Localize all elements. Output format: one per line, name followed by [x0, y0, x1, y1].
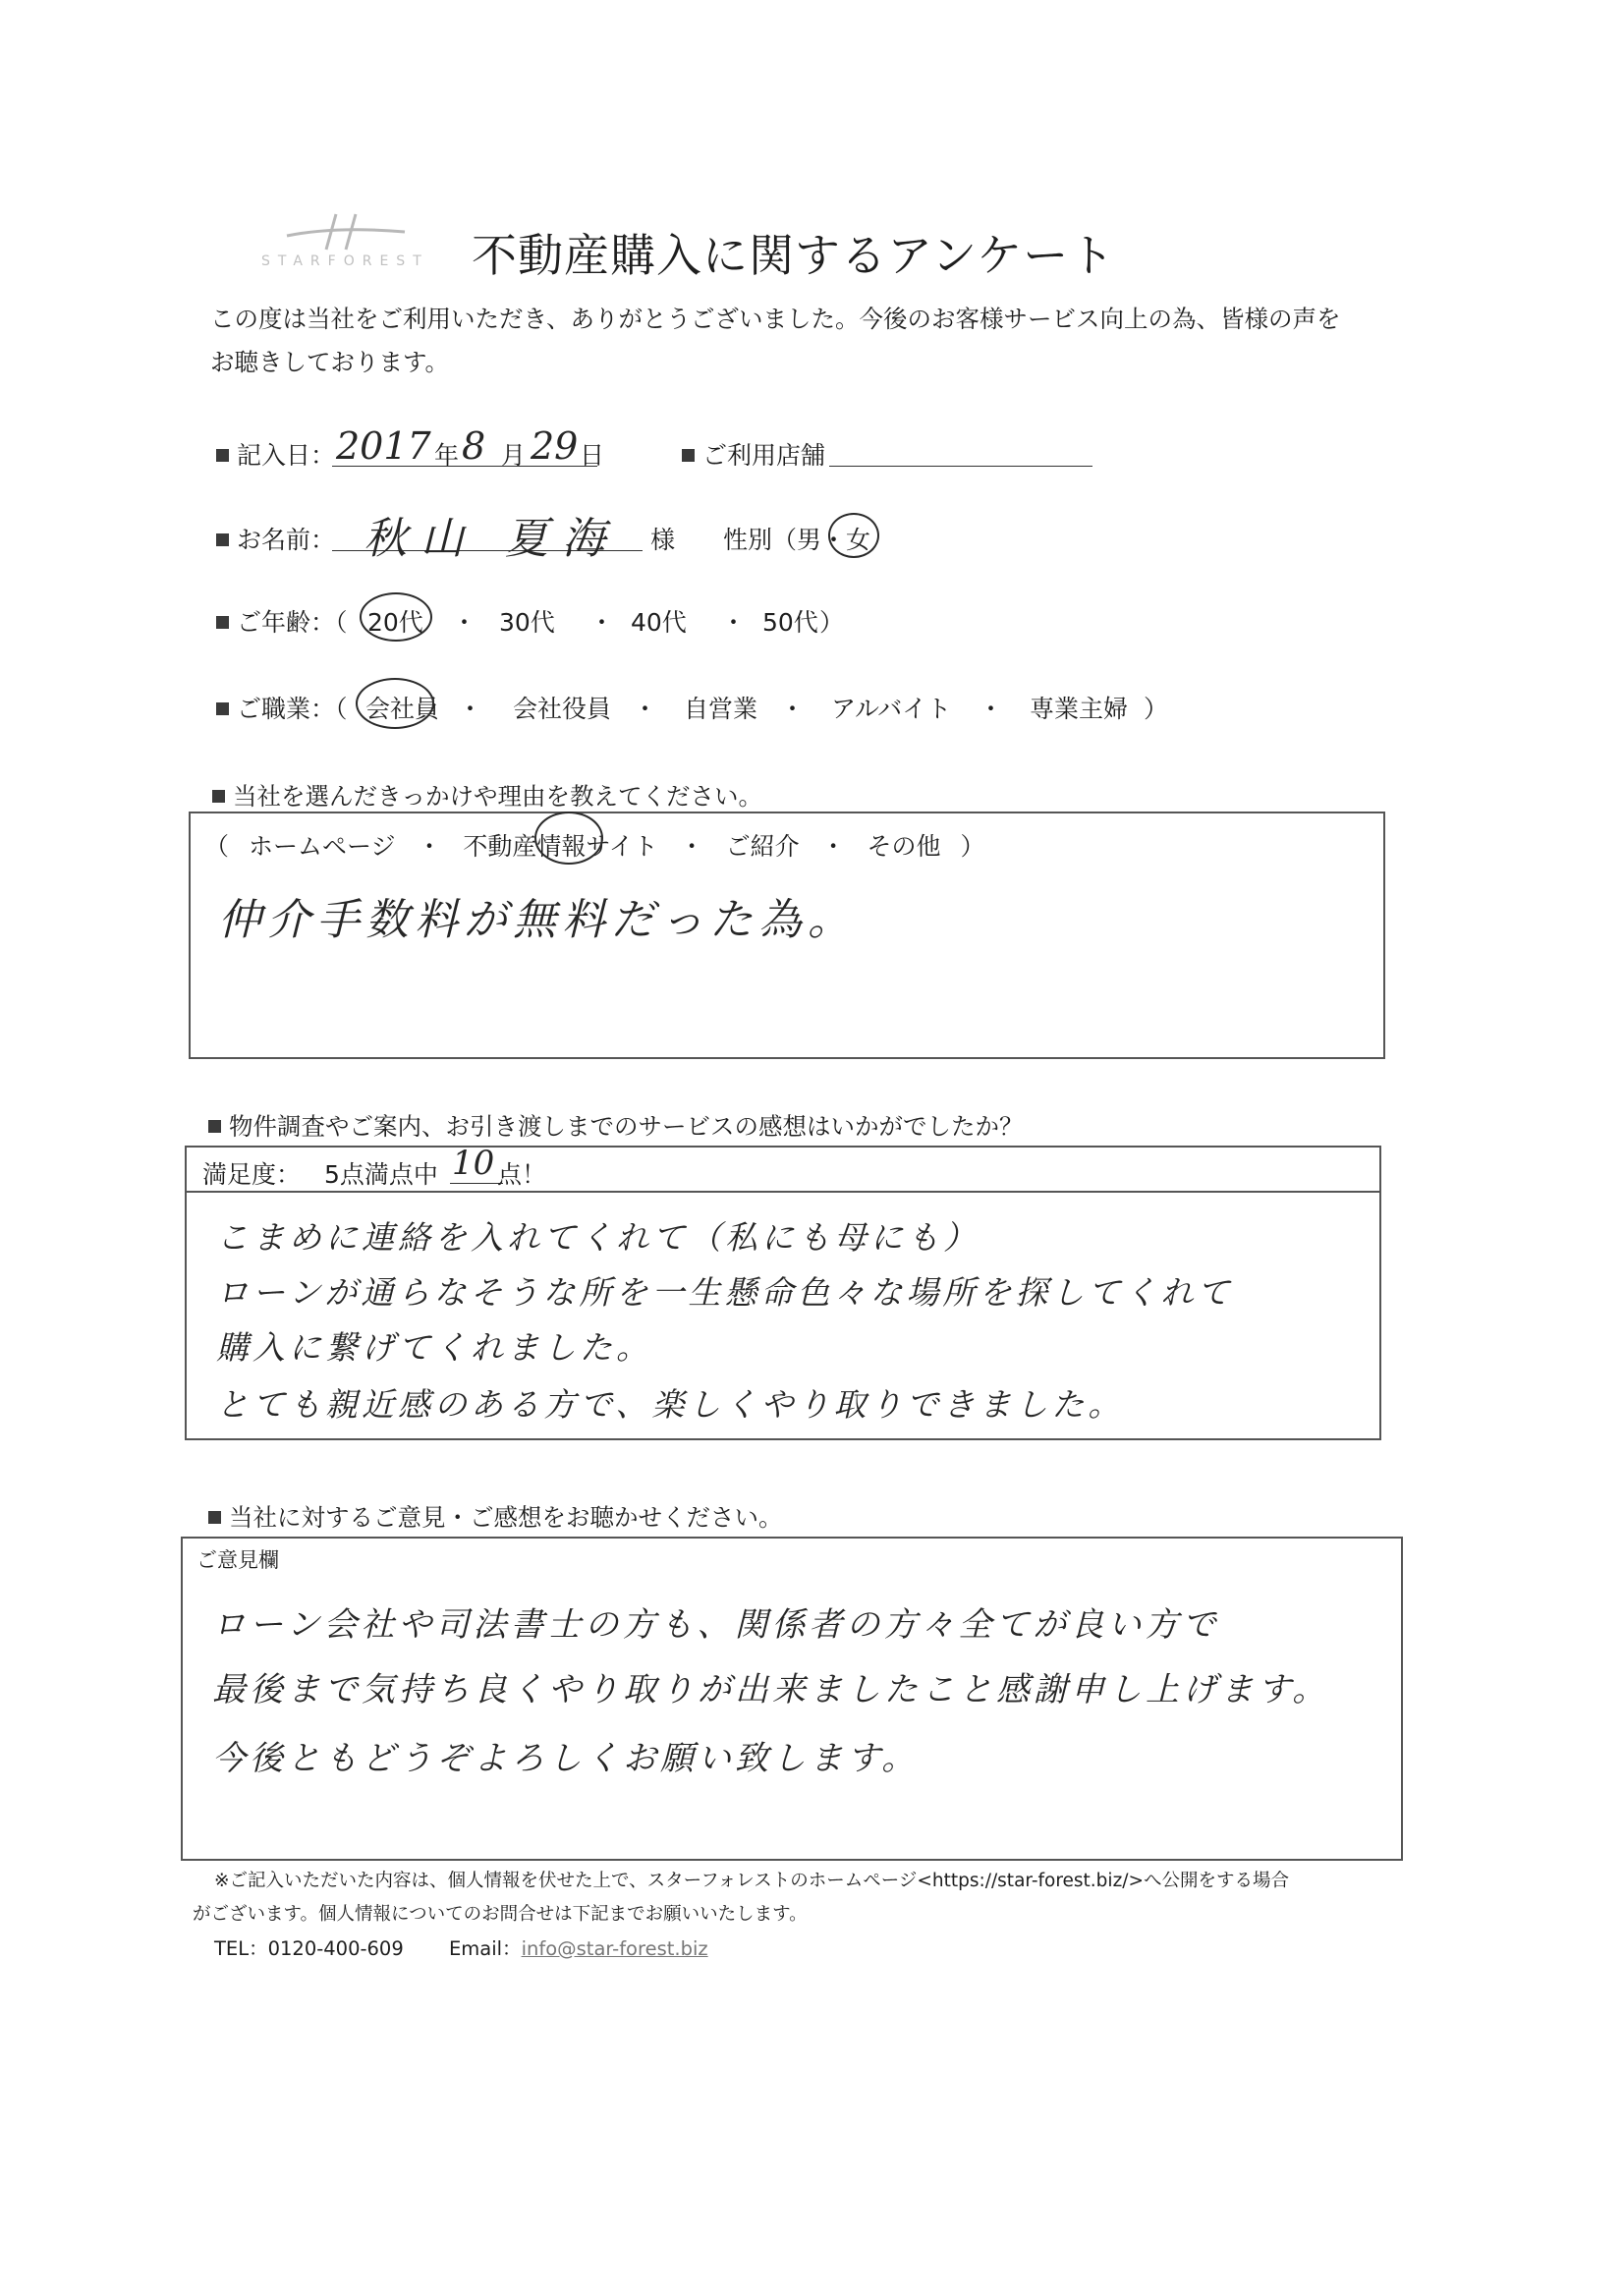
satisfaction-label: 満足度：: [202, 1160, 302, 1189]
age-dot-3: ・: [721, 608, 747, 637]
bullet-square: [216, 449, 229, 462]
section3-answer-line-2: 最後まで気持ち良くやり取りが出来ましたこと感謝申し上げます。: [212, 1670, 1330, 1709]
section3-answer-line-1: ローン会社や司法書士の方も、関係者の方々全てが良い方で: [212, 1605, 1220, 1645]
age-dot-2: ・: [589, 608, 615, 637]
year-unit: 年: [434, 441, 460, 470]
logo-mark: [257, 206, 424, 253]
section2-answer-line-3: 購入に繋げてくれました。: [216, 1328, 652, 1367]
store-label: ご利用店舗: [702, 441, 826, 470]
satisfaction-value[interactable]: 10: [452, 1144, 495, 1183]
name-value[interactable]: 秋山 夏海: [364, 514, 619, 564]
gender-separator: ・: [821, 526, 847, 554]
bullet-square: [208, 1120, 221, 1133]
job-employee-circle: [356, 678, 434, 729]
date-day[interactable]: 29: [531, 424, 579, 468]
job-dot-1: ・: [458, 695, 483, 723]
age-close: ）: [819, 608, 845, 637]
section2-heading-text: 物件調査やご案内、お引き渡しまでのサービスの感想はいかがでしたか？: [229, 1112, 1024, 1141]
intro-line-1: この度は当社をご利用いただき、ありがとうございました。今後のお客様サービス向上の為、皆様の声を: [210, 305, 1341, 333]
tel-label: TEL：: [214, 1937, 268, 1960]
section1-close: ）: [960, 832, 985, 861]
bullet-square: [212, 790, 225, 803]
date-row: [216, 436, 335, 472]
age-dot-1: ・: [452, 608, 477, 637]
job-label: ご職業：（: [237, 695, 348, 723]
date-month[interactable]: 8: [462, 424, 486, 468]
section1-heading: [212, 778, 762, 812]
bullet-square: [208, 1511, 221, 1524]
reason-info-circle: [534, 812, 603, 865]
store-input[interactable]: [829, 466, 1092, 467]
satisfaction-prefix: 5点満点中: [324, 1160, 438, 1189]
email-link[interactable]: info@star-forest.biz: [521, 1937, 708, 1960]
reason-dot-3: ・: [820, 832, 846, 861]
section3-heading-text: 当社に対するご意見・ご感想をお聴かせください。: [229, 1503, 783, 1532]
month-unit: 月: [501, 441, 527, 470]
section3-answer-line-3: 今後ともどうぞよろしくお願い致します。: [212, 1739, 920, 1778]
age-option-20[interactable]: 20代: [367, 608, 423, 637]
section1-answer[interactable]: 仲介手数料が無料だった為。: [218, 895, 857, 945]
bullet-square: [682, 449, 695, 462]
job-close: ）: [1144, 695, 1169, 723]
gender-female[interactable]: 女: [846, 526, 871, 554]
bullet-square: [216, 533, 229, 546]
name-suffix: 様: [650, 526, 676, 554]
reason-dot-2: ・: [679, 832, 704, 861]
job-option-part-time[interactable]: アルバイト: [831, 695, 952, 723]
intro-line-2: お聴きしております。: [210, 348, 450, 376]
logo: [257, 206, 429, 275]
gender-female-circle: [828, 513, 879, 558]
satisfaction-suffix: 点！: [497, 1160, 547, 1189]
section2-answer-line-2: ローンが通らなそうな所を一生懸命色々な場所を探してくれて: [216, 1273, 1234, 1312]
section3-heading: [208, 1499, 783, 1534]
job-dot-2: ・: [633, 695, 658, 723]
job-dot-4: ・: [979, 695, 1004, 723]
day-unit: 日: [580, 441, 605, 470]
reason-dot-1: ・: [417, 832, 442, 861]
reason-referral[interactable]: ご紹介: [725, 832, 800, 861]
job-option-self-employed[interactable]: 自営業: [684, 695, 758, 723]
reason-property-site[interactable]: 不動産情報サイト: [463, 832, 658, 861]
email-label: Email：: [448, 1937, 522, 1960]
date-year[interactable]: 2017: [336, 424, 431, 468]
date-label: 記入日：: [237, 441, 336, 470]
tel-number[interactable]: 0120-400-609: [267, 1937, 404, 1960]
logo-wordmark: STARFOREST: [261, 253, 429, 269]
section2-answer-line-4: とても親近感のある方で、楽しくやり取りできました。: [216, 1385, 1125, 1424]
job-row: [216, 690, 348, 725]
section2-answer-line-1: こまめに連絡を入れてくれて（私にも母にも）: [216, 1218, 980, 1257]
age-option-50[interactable]: 50代: [762, 608, 818, 637]
job-option-employee[interactable]: 会社員: [365, 695, 440, 723]
section3-box-label: ご意見欄: [196, 1548, 279, 1572]
name-row: [216, 521, 335, 556]
name-label: お名前：: [237, 526, 336, 554]
store-row: [682, 436, 825, 472]
bullet-square: [216, 702, 229, 715]
gender-label: 性別（: [723, 526, 798, 554]
gender-male[interactable]: 男: [797, 526, 822, 554]
section2-heading: [208, 1108, 1024, 1143]
section1-open: （: [204, 832, 230, 861]
bullet-square: [216, 616, 229, 629]
satisfaction-underline: [450, 1183, 503, 1184]
footer-note-line-1: ※ご記入いただいた内容は、個人情報を伏せた上で、スターフォレストのホームページ<https://star-forest.biz/>へ公開をする場合: [214, 1871, 1290, 1891]
section1-heading-text: 当社を選んだきっかけや理由を教えてください。: [233, 782, 762, 811]
age-20-circle: [360, 592, 432, 642]
reason-homepage[interactable]: ホームページ: [248, 832, 396, 861]
job-option-executive[interactable]: 会社役員: [513, 695, 612, 723]
footer-note-line-2: がございます。個人情報についてのお問合せは下記までお願いいたします。: [193, 1904, 808, 1925]
age-label: ご年齢：（: [237, 608, 348, 637]
age-option-30[interactable]: 30代: [499, 608, 555, 637]
footer-contact: [214, 1933, 708, 1961]
job-option-homemaker[interactable]: 専業主婦: [1030, 695, 1129, 723]
age-option-40[interactable]: 40代: [631, 608, 687, 637]
reason-other[interactable]: その他: [867, 832, 941, 861]
age-row: [216, 603, 348, 639]
job-dot-3: ・: [780, 695, 806, 723]
page-title: 不動産購入に関するアンケート: [472, 229, 1116, 282]
